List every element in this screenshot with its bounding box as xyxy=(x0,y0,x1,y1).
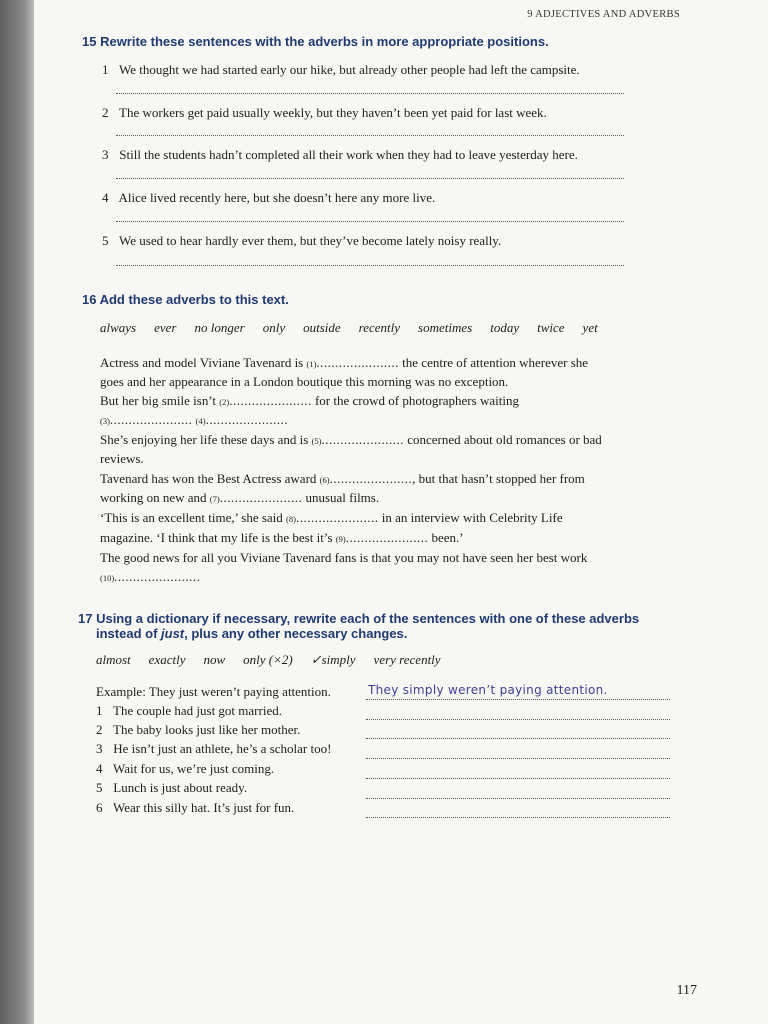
item-text: The baby looks just like her mother. xyxy=(113,722,301,737)
text-segment: concerned about old romances or bad xyxy=(404,432,602,447)
ex16-adverb-box xyxy=(100,320,598,336)
ex17-item-3 xyxy=(96,741,331,757)
item-text: Lunch is just about ready. xyxy=(113,780,248,795)
ex16-text-line-5 xyxy=(100,432,602,448)
ex16-heading: 16 Add these adverbs to this text. xyxy=(82,292,289,307)
ex15-answer-line-5[interactable] xyxy=(116,264,624,266)
gap-4[interactable]: ...................... xyxy=(205,412,289,427)
item-text: We used to hear hardly ever them, but they’ve become lately noisy really. xyxy=(119,233,502,248)
ex16-text-line-9 xyxy=(100,510,563,526)
adverb-word: only (×2) xyxy=(243,652,293,667)
ex17-item-2 xyxy=(96,722,300,738)
page-number: 117 xyxy=(676,983,697,998)
item-number: 4 xyxy=(102,190,109,205)
adverb-word: yet xyxy=(582,320,598,335)
adverb-word: exactly xyxy=(148,652,186,667)
ex16-text-line-10 xyxy=(100,530,464,546)
gap-9[interactable]: ...................... xyxy=(345,530,429,545)
gap-6[interactable]: ...................... xyxy=(329,471,413,486)
gap-number: (8) xyxy=(286,514,296,524)
adverb-word: ever xyxy=(154,320,177,335)
ex15-item-4 xyxy=(102,190,435,206)
ex15-item-3 xyxy=(102,147,578,163)
adverb-word: sometimes xyxy=(418,320,473,335)
gap-number: (9) xyxy=(335,534,346,544)
gap-number: (6) xyxy=(319,475,330,485)
adverb-word: almost xyxy=(96,652,131,667)
adverb-word: ✓simply xyxy=(310,652,356,667)
ex16-text-line-4 xyxy=(100,412,288,428)
ex17-answer-line-5[interactable] xyxy=(366,797,670,799)
text-segment: Tavenard has won the Best Actress award xyxy=(100,471,320,486)
gap-number: (3) xyxy=(100,416,110,426)
ex17-item-4 xyxy=(96,761,274,777)
ex17-adverb-box xyxy=(96,652,441,668)
gap-7[interactable]: ...................... xyxy=(219,490,303,505)
adverb-word: no longer xyxy=(194,320,245,335)
item-number: 5 xyxy=(96,780,103,795)
ex16-text-line-11: The good news for all you Viviane Tavenard fans is that you may not have seen her best work xyxy=(100,550,588,565)
item-text: The workers get paid usually weekly, but they haven’t been yet paid for last week. xyxy=(119,105,547,120)
item-text: He isn’t just an athlete, he’s a scholar too! xyxy=(113,741,332,756)
gap-3[interactable]: ...................... xyxy=(109,412,193,427)
item-text: The couple had just got married. xyxy=(113,703,282,718)
item-text: We thought we had started early our hike, but already other people had left the campsite. xyxy=(119,62,580,77)
adverb-word: always xyxy=(100,320,137,335)
ex15-item-1 xyxy=(102,62,580,78)
ex15-answer-line-4[interactable] xyxy=(116,220,624,222)
item-number: 4 xyxy=(96,761,103,776)
text-segment: She’s enjoying her life these days and is xyxy=(100,432,312,447)
ex17-heading-line-2 xyxy=(96,626,407,641)
gap-number: (1) xyxy=(306,359,317,369)
ex16-text-line-7 xyxy=(100,471,585,487)
ex16-text-line-6: reviews. xyxy=(100,451,144,466)
text-segment: magazine. ‘I think that my life is the best it’s xyxy=(100,530,336,545)
ex15-answer-line-1[interactable] xyxy=(116,92,624,94)
item-number: 3 xyxy=(102,147,109,162)
text-segment: Actress and model Viviane Tavenard is xyxy=(100,355,307,370)
text-segment: the centre of attention wherever she xyxy=(398,355,589,370)
adverb-word: today xyxy=(490,320,520,335)
ex17-example-label: Example: They just weren’t paying attention. xyxy=(96,684,331,699)
adverb-word: twice xyxy=(537,320,565,335)
text-segment: unusual films. xyxy=(302,490,380,505)
adverb-word: very recently xyxy=(373,652,441,667)
gap-number: (7) xyxy=(209,494,220,504)
book-page xyxy=(34,0,768,1024)
chapter-header: 9 ADJECTIVES AND ADVERBS xyxy=(527,9,680,20)
gap-2[interactable]: ...................... xyxy=(229,393,312,408)
text-segment: for the crowd of photographers waiting xyxy=(311,393,519,408)
gap-number: (4) xyxy=(195,416,206,426)
ex17-item-1 xyxy=(96,703,282,719)
item-number: 2 xyxy=(102,105,109,120)
ex15-heading: 15 Rewrite these sentences with the adverbs in more appropriate positions. xyxy=(82,34,549,49)
item-number: 1 xyxy=(96,703,103,718)
gap-8[interactable]: ...................... xyxy=(295,510,379,525)
text-segment: in an interview with Celebrity Life xyxy=(378,510,563,525)
heading-segment: instead of xyxy=(96,626,162,641)
text-segment: been.’ xyxy=(428,530,464,545)
gap-number: (2) xyxy=(219,397,230,407)
ex16-text-line-8 xyxy=(100,490,379,506)
ex16-text-line-12: (10)....................... xyxy=(100,569,200,584)
adverb-word: recently xyxy=(358,320,401,335)
ex16-text-line-2: goes and her appearance in a London boutique this morning was no exception. xyxy=(100,374,509,389)
ex16-text-line-3 xyxy=(100,393,519,409)
gap-number: (10) xyxy=(100,573,115,583)
item-number: 3 xyxy=(96,741,103,756)
ex17-answer-line-3[interactable] xyxy=(366,757,670,759)
ex15-answer-line-3[interactable] xyxy=(116,177,624,179)
text-segment: working on new and xyxy=(100,490,210,505)
item-text: Wear this silly hat. It’s just for fun. xyxy=(113,800,295,815)
ex17-item-6 xyxy=(96,800,294,816)
gap-10[interactable]: ...................... xyxy=(114,569,197,584)
ex17-answer-line-6[interactable] xyxy=(366,816,670,818)
item-text: Alice lived recently here, but she doesn’t here any more live. xyxy=(118,190,436,205)
adverb-word: only xyxy=(262,320,286,335)
heading-segment: , plus any other necessary changes. xyxy=(184,626,408,641)
adverb-word: outside xyxy=(303,320,341,335)
ex17-item-5 xyxy=(96,780,247,796)
item-number: 2 xyxy=(96,722,103,737)
ex17-example-line xyxy=(366,698,670,700)
text-segment: ‘This is an excellent time,’ she said xyxy=(100,510,287,525)
ex15-item-5 xyxy=(102,233,501,249)
ex17-answer-line-1[interactable] xyxy=(366,718,670,720)
item-text: Still the students hadn’t completed all their work when they had to leave yesterday here. xyxy=(119,147,578,162)
item-number: 1 xyxy=(102,62,109,77)
ex15-item-2 xyxy=(102,105,547,121)
book-spine-shadow xyxy=(0,0,34,1024)
gap-5[interactable]: ...................... xyxy=(321,432,404,447)
gap-number: (5) xyxy=(311,436,322,446)
ex17-heading-line-1: 17 Using a dictionary if necessary, rewrite each of the sentences with one of these adverbs xyxy=(78,611,640,626)
text-segment: , but that hasn’t stopped her from xyxy=(412,471,585,486)
text-segment: But her big smile isn’t xyxy=(100,393,220,408)
gap-1[interactable]: ...................... xyxy=(316,355,399,370)
item-number: 6 xyxy=(96,800,103,815)
adverb-word: now xyxy=(203,652,226,667)
ex17-answer-line-2[interactable] xyxy=(366,737,670,739)
heading-keyword: just xyxy=(161,626,185,641)
ex16-text-line-1 xyxy=(100,355,588,371)
item-number: 5 xyxy=(102,233,109,248)
item-text: Wait for us, we’re just coming. xyxy=(113,761,275,776)
ex17-example-answer: They simply weren’t paying attention. xyxy=(368,683,608,697)
ex15-answer-line-2[interactable] xyxy=(116,134,624,136)
ex17-answer-line-4[interactable] xyxy=(366,777,670,779)
